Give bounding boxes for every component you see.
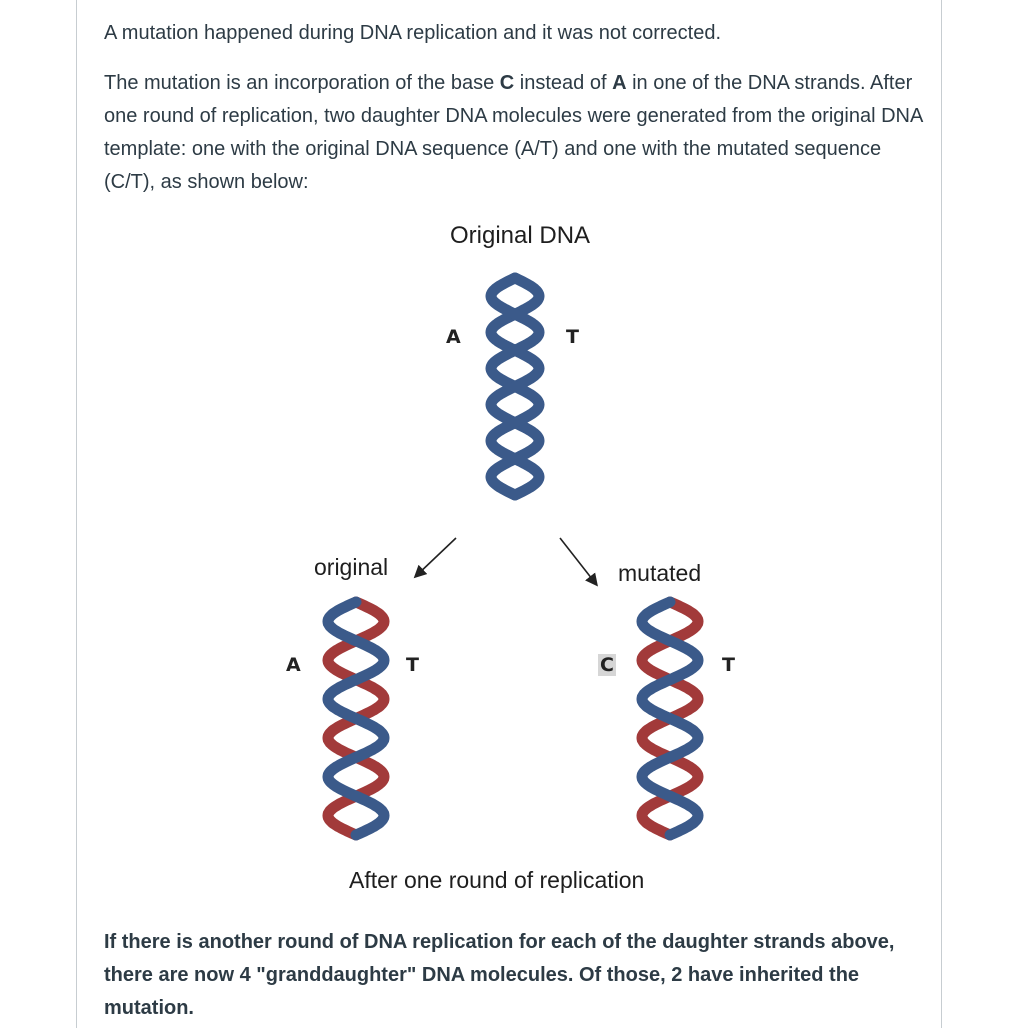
helix-strand-a — [491, 314, 515, 350]
original-label: original — [314, 554, 389, 580]
helix-strand-a — [491, 387, 515, 423]
helix-strand-b — [356, 641, 384, 680]
new-base-label: C — [499, 72, 515, 94]
helix-strand-a — [515, 423, 539, 459]
helix-strand-b — [642, 757, 670, 796]
helix-strand-b — [670, 719, 698, 758]
mutated-label: mutated — [618, 560, 702, 586]
helix-strand-b — [356, 719, 384, 758]
helix-strand-a — [642, 641, 670, 680]
figure-title: Original DNA — [450, 222, 591, 249]
helix-strand-a — [328, 796, 356, 835]
helix-strand-b — [491, 350, 515, 386]
mutation-description: The mutation is an incorporation of the base C instead of A in one of the DNA strands. After one round of replication, two daughter DNA molecules were generated from the original DNA template: one with the original DNA sequence (A/T) and one with the mutated sequence (C/T), as shown below: — [104, 72, 923, 193]
followup-text: If there is another round of DNA replication for each of the daughter strands above, there are now 4 "granddaughter" DNA molecules. Of those, 2 have inherited the mutation. — [104, 931, 895, 1019]
dna-replication-figure — [270, 210, 750, 910]
arrow-to-original — [416, 538, 456, 576]
helix-strand-b — [670, 796, 698, 835]
helix-strand-b — [515, 459, 539, 495]
top-right-base: T — [566, 326, 579, 348]
figure-caption: After one round of replication — [349, 867, 645, 893]
helix-strand-a — [328, 719, 356, 758]
old-base-label: A — [612, 72, 627, 94]
left-daughter-right-base: T — [406, 654, 419, 676]
left-daughter-left-base: A — [286, 654, 301, 676]
helix-strand-a — [515, 278, 539, 314]
helix-strand-a — [491, 459, 515, 495]
helix-strand-b — [356, 796, 384, 835]
helix-strand-b — [642, 602, 670, 641]
helix-strand-a — [670, 757, 698, 796]
helix-strand-a — [642, 796, 670, 835]
original-daughter-helix — [328, 602, 384, 835]
top-left-base: A — [446, 326, 461, 348]
helix-strand-a — [670, 680, 698, 719]
helix-strand-b — [670, 641, 698, 680]
helix-strand-a — [356, 757, 384, 796]
helix-strand-a — [356, 602, 384, 641]
helix-strand-b — [515, 387, 539, 423]
helix-strand-a — [515, 350, 539, 386]
helix-strand-b — [328, 680, 356, 719]
intro-text: A mutation happened during DNA replication and it was not corrected. — [104, 22, 722, 44]
helix-strand-b — [328, 757, 356, 796]
helix-strand-a — [328, 641, 356, 680]
helix-strand-b — [491, 423, 515, 459]
helix-strand-a — [670, 602, 698, 641]
helix-strand-a — [356, 680, 384, 719]
helix-strand-a — [642, 719, 670, 758]
right-daughter-right-base: T — [722, 654, 735, 676]
helix-strand-b — [642, 680, 670, 719]
helix-strand-b — [328, 602, 356, 641]
helix-strand-b — [515, 314, 539, 350]
mutated-base-c: C — [600, 654, 614, 676]
mutated-daughter-helix — [642, 602, 698, 835]
helix-strand-b — [491, 278, 515, 314]
arrow-to-mutated — [560, 538, 596, 584]
original-helix — [491, 278, 539, 495]
